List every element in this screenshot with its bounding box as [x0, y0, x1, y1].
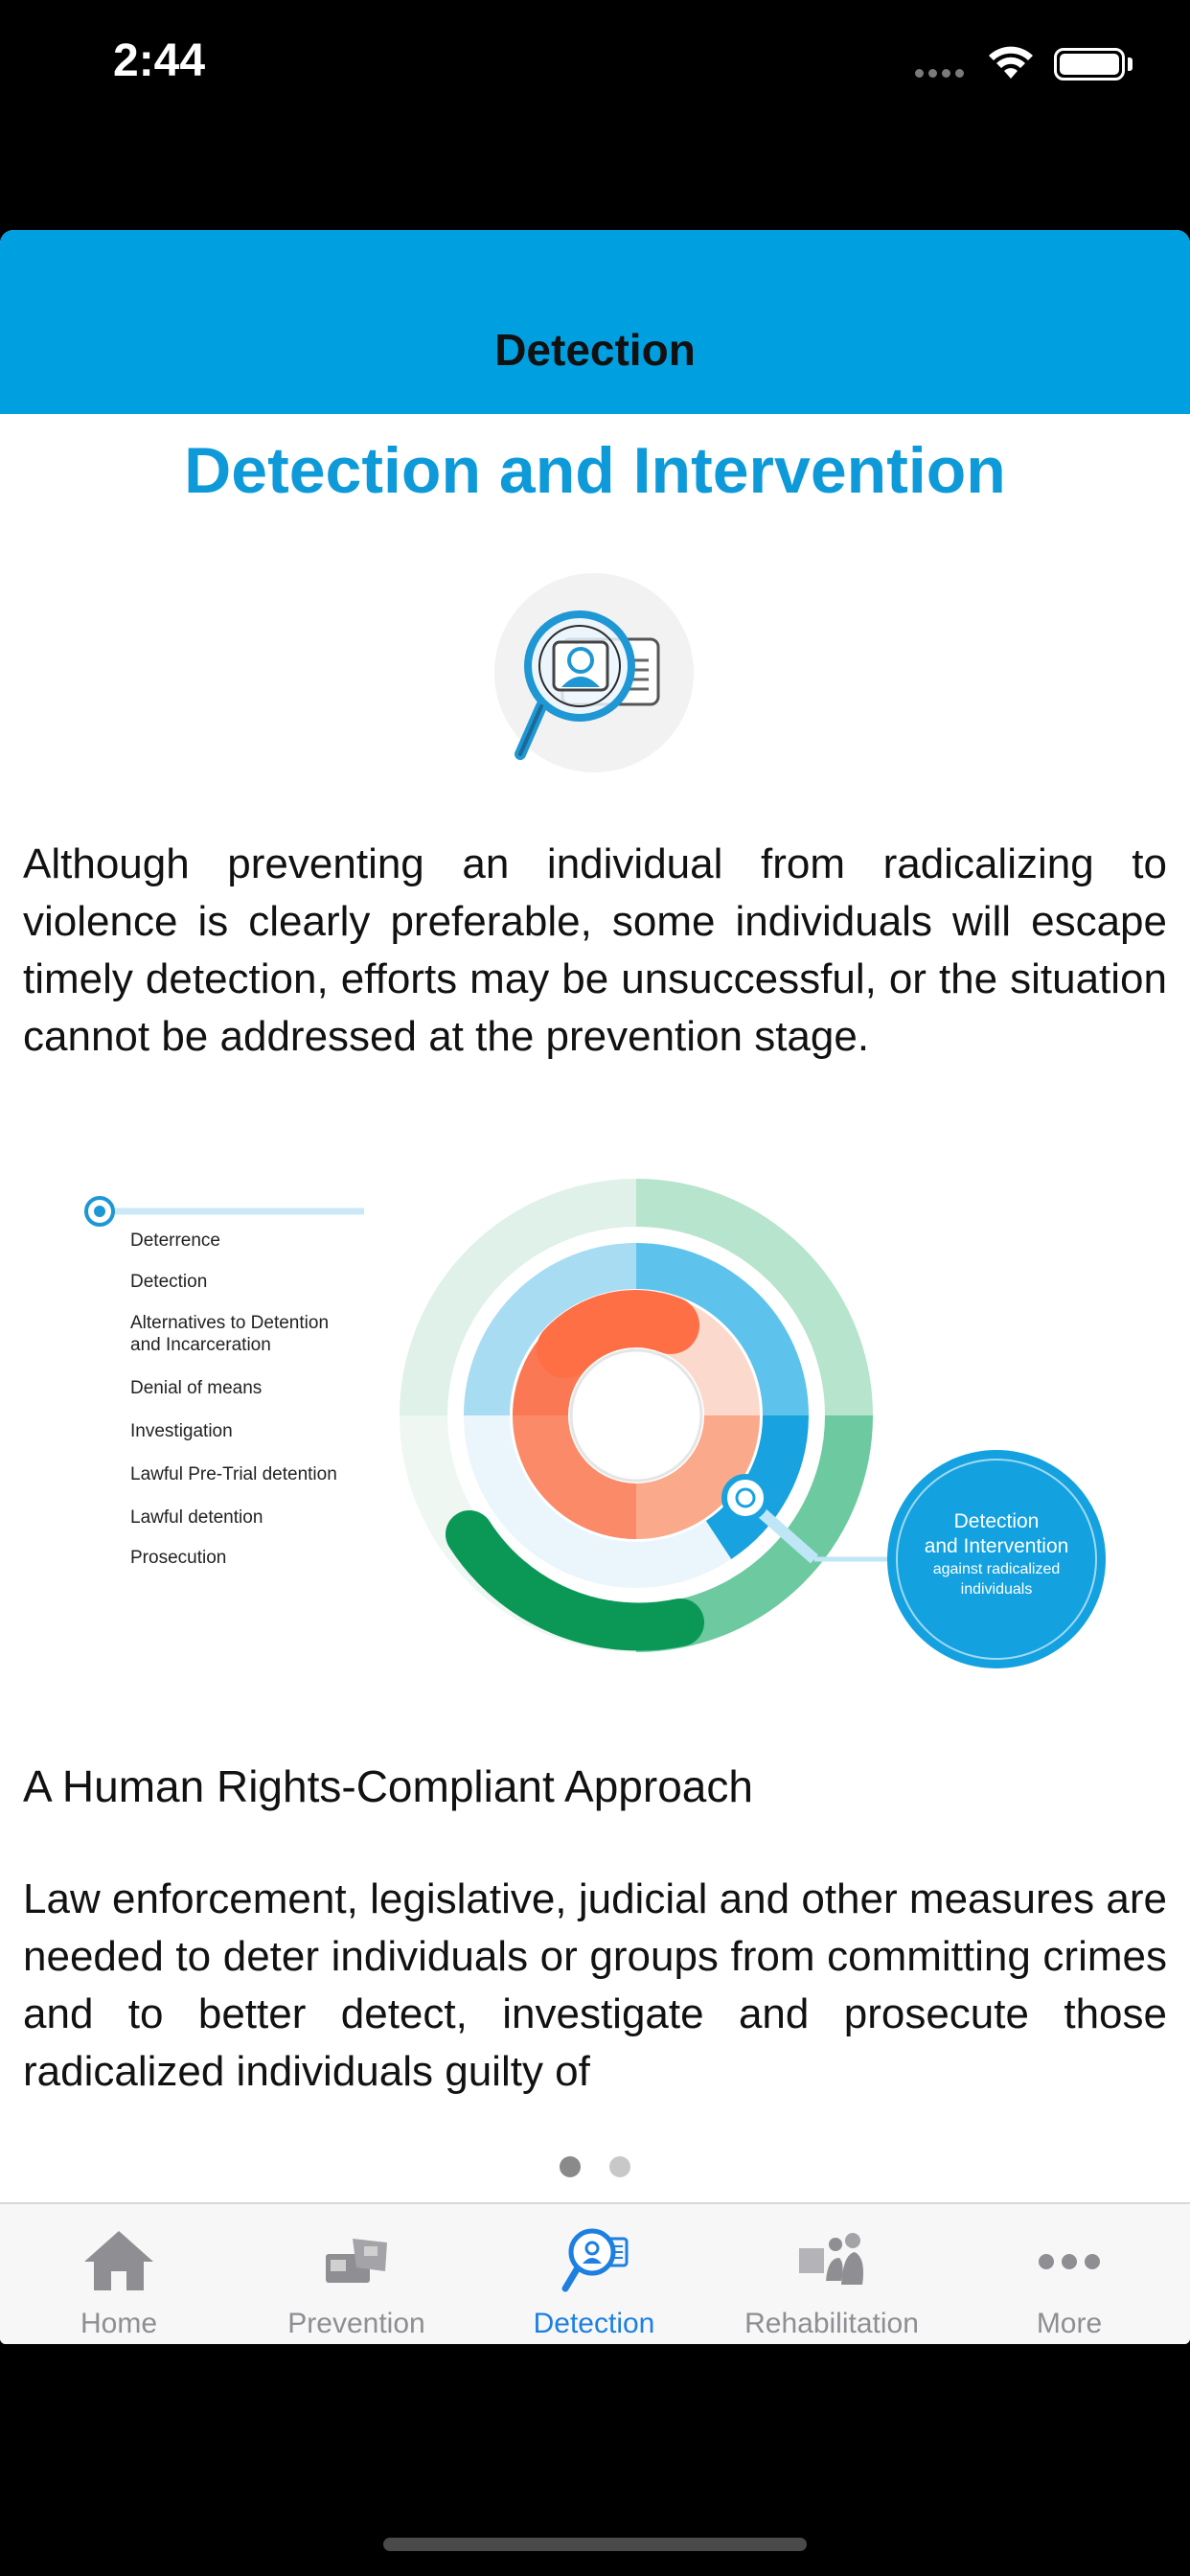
detection-magnifier-icon	[493, 572, 695, 773]
legend-item: Lawful Pre-Trial detention	[130, 1464, 337, 1484]
navigation-header	[0, 230, 1190, 414]
tab-prevention[interactable]	[238, 2204, 475, 2344]
page-indicator[interactable]	[0, 2156, 1190, 2177]
page-title: Detection	[494, 325, 696, 375]
tab-more[interactable]	[950, 2204, 1188, 2344]
wifi-icon	[987, 42, 1035, 80]
battery-icon	[1054, 48, 1125, 80]
legend-item: Deterrence	[130, 1230, 220, 1251]
tab-rehabilitation[interactable]	[713, 2204, 950, 2344]
legend-item: Prosecution	[130, 1548, 227, 1568]
badge-line: individuals	[960, 1581, 1033, 1598]
tab-label: More	[1036, 2308, 1103, 2339]
legend-item: Denial of means	[130, 1378, 263, 1398]
status-time: 2:44	[113, 35, 206, 86]
home-icon	[80, 2225, 157, 2294]
intro-paragraph: Although preventing an individual from radicalizing to violence is clearly preferable, some individuals will escape timely detection, efforts may be unsuccessful, or the situation cannot be addressed at the prevention stage.	[23, 840, 1167, 1060]
infographic-badge	[887, 1509, 1106, 1599]
infographic	[67, 1176, 1140, 1693]
tab-detection[interactable]	[475, 2204, 713, 2344]
home-indicator[interactable]	[383, 2538, 807, 2551]
subheading: A Human Rights-Compliant Approach	[23, 1761, 753, 1811]
badge-line: against radicalized	[932, 1561, 1061, 1577]
detection-icon	[556, 2225, 632, 2294]
tab-home[interactable]	[0, 2204, 238, 2344]
tab-bar	[0, 2202, 1190, 2344]
legend-item: Investigation	[130, 1421, 233, 1441]
legend-item: and Incarceration	[130, 1335, 271, 1355]
tab-label: Home	[80, 2308, 158, 2339]
more-icon	[1031, 2225, 1108, 2294]
app-screen	[0, 230, 1190, 2344]
legend-item: Alternatives to Detention	[130, 1313, 330, 1333]
status-bar	[0, 0, 1190, 134]
tab-label: Detection	[533, 2308, 655, 2339]
legend-item: Detection	[130, 1272, 208, 1292]
tab-label: Rehabilitation	[744, 2308, 919, 2339]
scroll-content[interactable]	[0, 414, 1190, 2177]
prevention-icon	[318, 2225, 395, 2294]
legend-item: Lawful detention	[130, 1507, 263, 1528]
section-heading: Detection and Intervention	[184, 434, 1006, 507]
page-dot-active[interactable]	[560, 2156, 581, 2177]
page-dot[interactable]	[609, 2156, 630, 2177]
rehabilitation-icon	[793, 2225, 870, 2294]
badge-line: Detection	[953, 1510, 1040, 1532]
badge-line: and Intervention	[924, 1535, 1069, 1557]
tab-label: Prevention	[287, 2308, 425, 2339]
body-paragraph: Law enforcement, legislative, judicial and other measures are needed to deter individuals or groups from committing crimes and to better detect, investigate and prosecute those radicalized individuals guilty of	[23, 1875, 1167, 2095]
signal-icon	[915, 69, 964, 78]
